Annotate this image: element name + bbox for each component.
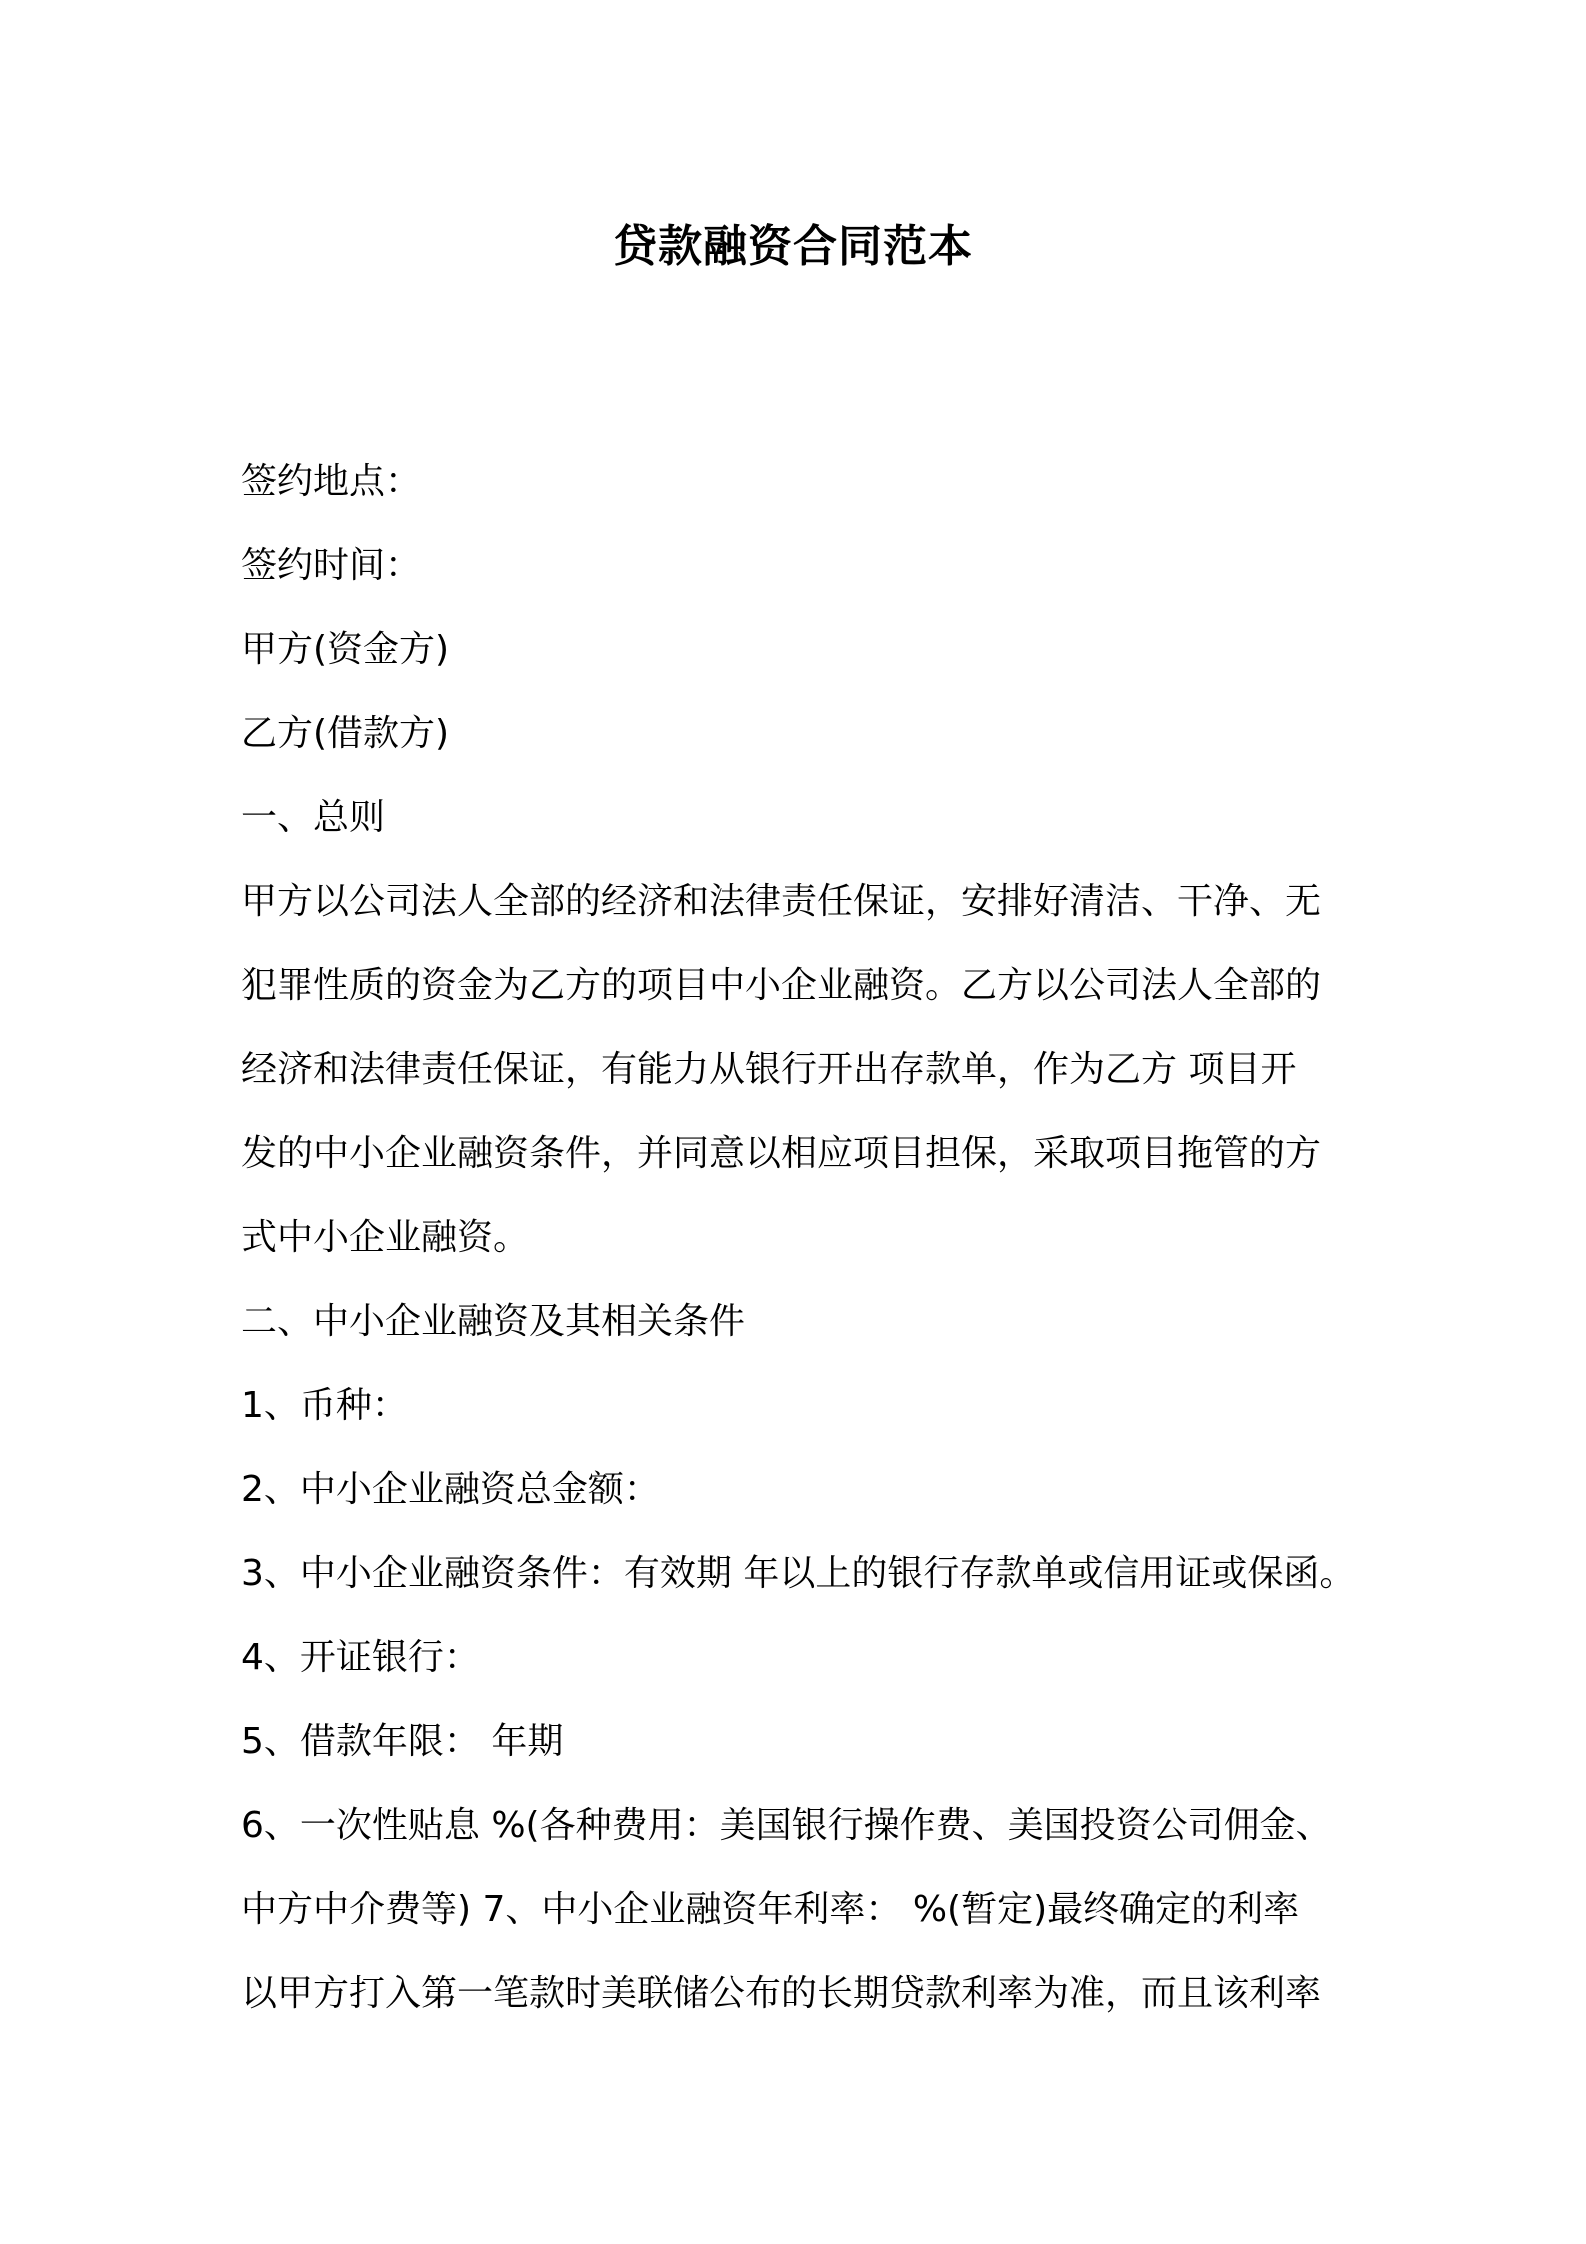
section-2-heading: 二、中小企业融资及其相关条件 xyxy=(241,1301,746,1342)
paragraph-line: 犯罪性质的资金为乙方的项目中小企业融资。乙方以公司法人全部的 xyxy=(241,965,1322,1006)
paragraph-line: 甲方以公司法人全部的经济和法律责任保证，安排好清洁、干净、无 xyxy=(241,881,1322,922)
paragraph-line: 发的中小企业融资条件，并同意以相应项目担保，采取项目拖管的方 xyxy=(241,1133,1322,1174)
party-a-line: 甲方(资金方) xyxy=(241,629,450,670)
document-body xyxy=(241,440,1371,2036)
party-b-line: 乙方(借款方) xyxy=(241,713,450,754)
item-loan-term: 5、借款年限： 年期 xyxy=(241,1721,564,1762)
item-financing-conditions: 3、中小企业融资条件：有效期 年以上的银行存款单或信用证或保函。 xyxy=(241,1553,1356,1594)
paragraph-line: 经济和法律责任保证，有能力从银行开出存款单，作为乙方 项目开 xyxy=(241,1049,1297,1090)
document-title: 贷款融资合同范本 xyxy=(613,221,973,272)
item-total-amount: 2、中小企业融资总金额： xyxy=(241,1469,660,1510)
signing-location-line: 签约地点： xyxy=(241,461,422,502)
section-1-heading: 一、总则 xyxy=(241,797,386,838)
paragraph-line: 以甲方打入第一笔款时美联储公布的长期贷款利率为准，而且该利率 xyxy=(241,1973,1322,2014)
item-currency: 1、币种： xyxy=(241,1385,408,1426)
item-discount: 6、一次性贴息 %(各种费用：美国银行操作费、美国投资公司佣金、 xyxy=(241,1805,1332,1846)
paragraph-line: 中方中介费等) 7、中小企业融资年利率： %(暂定)最终确定的利率 xyxy=(241,1889,1300,1930)
paragraph-line: 式中小企业融资。 xyxy=(241,1217,530,1258)
item-issuing-bank: 4、开证银行： xyxy=(241,1637,480,1678)
signing-time-line: 签约时间： xyxy=(241,545,422,586)
